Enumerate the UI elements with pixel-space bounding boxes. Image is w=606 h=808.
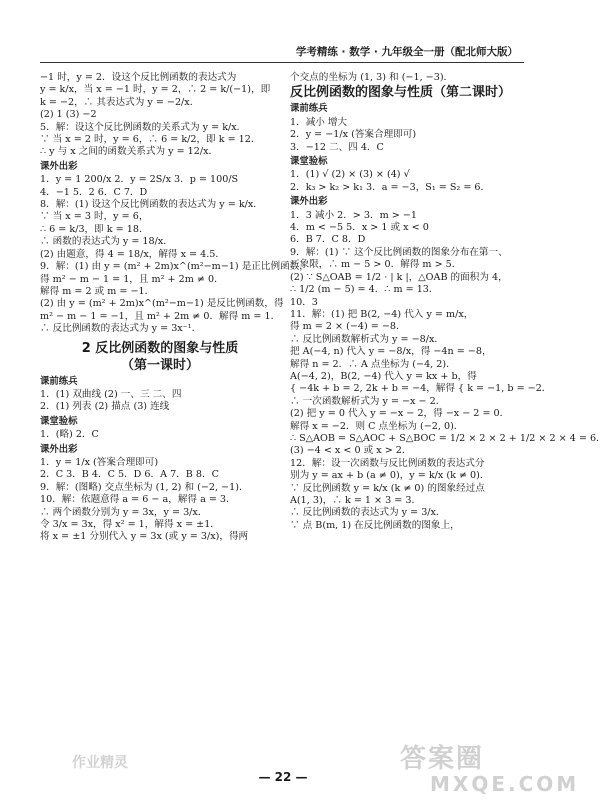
section-heading: 课堂验标: [290, 156, 328, 168]
section-heading: 课前练兵: [290, 103, 328, 115]
page-number: — 22 —: [258, 770, 308, 784]
answer-line: 1．y = 1 200/x 2．y = 2S/x 3．p = 100/S: [40, 174, 239, 186]
page-header: [0, 40, 566, 59]
answer-line: 1．(略) 2．C: [40, 429, 99, 441]
answer-line: (2) ∵ S△OAB = 1/2 · | k |，△OAB 的面积为 4，: [290, 271, 508, 283]
section-heading: 课外出彩: [290, 196, 328, 208]
answer-line: (2) 由 y = (m² + 2m)x^(m²−m−1) 是反比例函数，得: [40, 298, 284, 310]
answer-line: 把 A(−4, n) 代入 y = −8/x，得 −4n = −8，: [290, 346, 492, 358]
answer-line: { −4k + b = 2, 2k + b = −4，解得 { k = −1, b = −2．: [290, 383, 552, 395]
section-heading: 课外出彩: [40, 443, 78, 455]
right-column: [290, 72, 606, 532]
answer-line: ∴ 一次函数解析式为 y = −x − 2．: [290, 395, 446, 407]
answer-line: 三象限，∴ m − 5 > 0．解得 m > 5．: [290, 259, 462, 271]
answer-line: (2) 1 (3) −2: [40, 109, 97, 121]
answer-line: 9．解：(图略) 交点坐标为 (1, 2) 和 (−2, −1)．: [40, 481, 249, 493]
answer-line: 个交点的坐标为 (1, 3) 和 (−1, −3)．: [290, 72, 454, 83]
answer-line: 1．(1) √ (2) × (3) × (4) √: [290, 169, 410, 181]
answer-line: ∴ y 与 x 之间的函数关系式为 y = 12/x．: [40, 146, 219, 158]
watermark-left: 作业精灵: [72, 755, 128, 771]
answer-line: ∴ 1/2 (m − 5) = 4．∴ m = 13．: [290, 284, 439, 296]
answer-line: 解得 n = 2．∴ A 点坐标为 (−4, 2)．: [290, 358, 456, 370]
answer-line: 9．解：(1) 由 y = (m² + 2m)x^(m²−m−1) 是正比例函数，: [40, 261, 309, 273]
answer-line: 得 m² − m − 1 = 1，且 m² + 2m ≠ 0．: [40, 273, 224, 285]
answer-line: A(1, 3)，∴ k = 1 × 3 = 3．: [290, 495, 422, 506]
answer-line: 12．解：设一次函数与反比例函数的表达式分: [290, 457, 485, 469]
answer-line: ∴ 反比例函数的表达式为 y = 3/x．: [290, 507, 446, 519]
answer-line: 2．k₃ > k₂ > k₁ 3．a = −3，S₁ = S₂ = 6．: [290, 181, 491, 193]
answer-line: k = −2，∴ 其表达式为 y = −2/x．: [40, 96, 200, 108]
answer-line: 解得 x = −2．则 C 点坐标为 (−2, 0)．: [290, 420, 464, 432]
answer-line: 1．减小 增大: [290, 116, 348, 128]
section-heading: 课堂验标: [40, 415, 78, 427]
answer-line: m² − m − 1 = −1，且 m² + 2m ≠ 0．解得 m = 1．: [40, 310, 281, 322]
header-rule: [40, 62, 524, 63]
answer-line: 8．解：(1) 设这个反比例函数的表达式为 y = k/x．: [40, 199, 263, 211]
answer-line: 11．解：(1) 把 B(2, −4) 代入 y = m/x，: [290, 308, 474, 320]
answer-line: 1．(1) 双曲线 (2) 一、三 二、四: [40, 388, 182, 400]
watermark-right-top: 答案圈: [400, 744, 485, 774]
answer-line: (3) −4 < x < 0 或 x > 2．: [290, 445, 412, 457]
answer-line: 4．−1 5．2 6．C 7．D: [40, 186, 148, 198]
answer-line: ∵ 当 x = 3 时，y = 6，: [40, 211, 149, 223]
answer-line: 10．解：依题意得 a = 6 − a，解得 a = 3．: [40, 494, 236, 506]
lesson-title: 反比例函数的图象与性质（第二课时）: [290, 85, 512, 101]
answer-line: ∵ 点 B(m, 1) 在反比例函数的图象上，: [290, 519, 460, 531]
answer-line: ∴ S△AOB = S△AOC + S△BOC = 1/2 × 2 × 2 + 1/2 × 2 × 4 = 6．: [290, 432, 606, 444]
answer-line: 解得 m = 2 或 m = −1．: [40, 285, 155, 297]
answer-line: (2) 由题意，得 4 = 18/x，解得 x = 4.5．: [40, 248, 225, 260]
answer-line: 9．解：(1) ∵ 这个反比例函数的图象分布在第一、: [290, 246, 508, 258]
answer-line: (2) 把 y = 0 代入 y = −x − 2，得 −x − 2 = 0．: [290, 408, 510, 420]
answer-line: 1．y = 1/x (答案合理即可): [40, 456, 159, 468]
section-heading: 课外出彩: [40, 160, 78, 172]
lesson-title: （第一课时）: [120, 357, 199, 373]
header-title: 学考精练 · 数学 · 九年级全一册（配北师大版）: [295, 46, 518, 58]
section-heading: 课前练兵: [40, 375, 78, 387]
answer-line: 10．3: [290, 296, 318, 308]
answer-line: 2．(1) 列表 (2) 描点 (3) 连线: [40, 401, 170, 413]
answer-line: 5．解：设这个反比例函数的关系式为 y = k/x．: [40, 121, 247, 133]
watermark-right-bottom: MXQE.COM: [430, 772, 580, 796]
answer-line: ∵ 反比例函数 y = k/x (k ≠ 0) 的图象经过点: [290, 482, 485, 494]
answer-line: A(−4, 2)，B(2, −4) 代入 y = kx + b，得: [290, 370, 477, 382]
answer-line: 2．C 3．B 4．C 5．D 6．A 7．B 8．C: [40, 469, 219, 481]
answer-line: 2．y = −1/x (答案合理即可): [290, 129, 417, 141]
answer-line: 6．B 7．C 8．D: [290, 234, 366, 246]
answer-line: 4．m < −5 5．x > 1 或 x < 0: [290, 222, 429, 234]
answer-line: 将 x = ±1 分别代入 y = 3x (或 y = 3/x)，得两: [40, 531, 249, 543]
answer-line: 得 m = 2 × (−4) = −8．: [290, 321, 406, 333]
answer-line: ∴ 6 = k/3，即 k = 18．: [40, 223, 149, 235]
lesson-title: 2 反比例函数的图象与性质: [81, 340, 239, 356]
answer-line: ∵ 当 x = 2 时，y = 6，∴ 6 = k/2，即 k = 12．: [40, 134, 261, 146]
answer-line: ∴ 两个函数分别为 y = 3x，y = 3/x．: [40, 506, 208, 518]
answer-line: ∴ 反比例函数解析式为 y = −8/x．: [290, 333, 444, 345]
answer-line: 别为 y = ax + b (a ≠ 0)，y = k/x (k ≠ 0)．: [290, 470, 490, 482]
answer-line: y = k/x，当 x = −1 时，y = 2，∴ 2 = k/(−1)，即: [40, 84, 271, 96]
answer-line: ∴ 反比例函数的表达式为 y = 3x⁻¹．: [40, 323, 202, 335]
answer-line: 1．3 减小 2．> 3．m > −1: [290, 209, 417, 221]
answer-line: 令 3/x = 3x，得 x² = 1，解得 x = ±1．: [40, 519, 220, 530]
answer-line: −1 时，y = 2．设这个反比例函数的表达式为: [40, 72, 237, 83]
answer-line: ∴ 函数的表达式为 y = 18/x．: [40, 236, 173, 248]
answer-line: 3．−12 二、四 4．C: [290, 141, 384, 153]
